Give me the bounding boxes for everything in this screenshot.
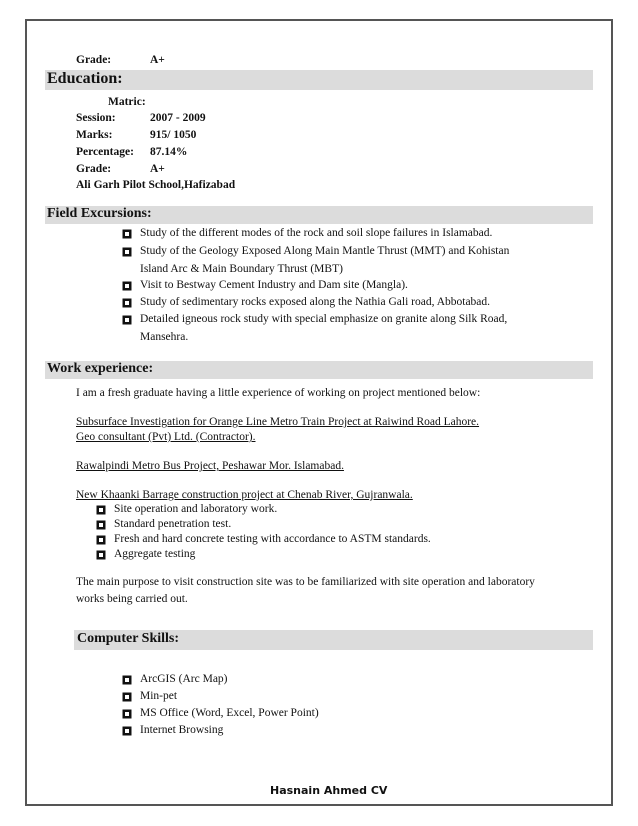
computer-item-1: ArcGIS (Arc Map) xyxy=(140,673,228,685)
bullet-square-icon xyxy=(122,315,132,325)
education-school: Ali Garh Pilot School,Hafizabad xyxy=(76,179,236,191)
bullet-square-icon xyxy=(96,550,106,560)
education-marks-value: 915/ 1050 xyxy=(150,129,197,141)
bullet-square-icon xyxy=(122,675,132,685)
bullet-square-icon xyxy=(122,726,132,736)
work-project-3: New Khaanki Barrage construction project at Chenab River, Gujranwala. xyxy=(76,489,413,501)
bullet-square-icon xyxy=(122,692,132,702)
field-heading: Field Excursions: xyxy=(47,206,152,221)
work-purpose-line-2: works being carried out. xyxy=(76,593,188,605)
bullet-square-icon xyxy=(122,298,132,308)
top-grade-label: Grade: xyxy=(76,54,112,66)
work-project-1-line-1: Subsurface Investigation for Orange Line Metro Train Project at Raiwind Road Lahore. xyxy=(76,416,480,428)
work-task-4: Aggregate testing xyxy=(114,548,196,560)
work-purpose-line-1: The main purpose to visit construction site was to be familiarized with site operation and laboratory xyxy=(76,576,535,588)
bullet-square-icon xyxy=(122,709,132,719)
education-percentage-value: 87.14% xyxy=(150,146,188,158)
bullet-square-icon xyxy=(122,247,132,257)
computer-item-2: Min-pet xyxy=(140,690,178,702)
education-heading-bar xyxy=(45,70,593,90)
footer-title: Hasnain Ahmed CV xyxy=(270,784,388,797)
education-grade-value: A+ xyxy=(150,163,165,175)
education-heading: Education: xyxy=(47,70,123,87)
field-item-5-line-1: Detailed igneous rock study with special emphasize on granite along Silk Road, xyxy=(140,313,508,325)
field-item-5-line-2: Mansehra. xyxy=(140,331,189,343)
bullet-square-icon xyxy=(96,520,106,530)
field-item-2-line-2: Island Arc & Main Boundary Thrust (MBT) xyxy=(140,263,343,275)
work-project-1-line-2: Geo consultant (Pvt) Ltd. (Contractor). xyxy=(76,431,256,443)
education-grade-label: Grade: xyxy=(76,163,112,175)
bullet-square-icon xyxy=(122,229,132,239)
page-border xyxy=(25,19,613,806)
computer-item-3: MS Office (Word, Excel, Power Point) xyxy=(140,707,319,719)
education-level: Matric: xyxy=(108,96,146,108)
bullet-square-icon xyxy=(122,281,132,291)
work-heading: Work experience: xyxy=(47,361,154,376)
work-intro: I am a fresh graduate having a little experience of working on project mentioned below: xyxy=(76,387,481,399)
education-percentage-label: Percentage: xyxy=(76,146,134,158)
top-grade-value: A+ xyxy=(150,54,165,66)
computer-heading: Computer Skills: xyxy=(77,631,180,646)
field-item-3: Visit to Bestway Cement Industry and Dam site (Mangla). xyxy=(140,279,408,291)
bullet-square-icon xyxy=(96,535,106,545)
work-project-2: Rawalpindi Metro Bus Project, Peshawar Mor. Islamabad. xyxy=(76,460,344,472)
education-session-value: 2007 - 2009 xyxy=(150,112,206,124)
bullet-square-icon xyxy=(96,505,106,515)
work-task-2: Standard penetration test. xyxy=(114,518,232,530)
field-item-2-line-1: Study of the Geology Exposed Along Main Mantle Thrust (MMT) and Kohistan xyxy=(140,245,510,257)
field-item-4: Study of sedimentary rocks exposed along the Nathia Gali road, Abbotabad. xyxy=(140,296,491,308)
education-session-label: Session: xyxy=(76,112,116,124)
computer-item-4: Internet Browsing xyxy=(140,724,224,736)
field-item-1: Study of the different modes of the rock and soil slope failures in Islamabad. xyxy=(140,227,493,239)
work-task-3: Fresh and hard concrete testing with accordance to ASTM standards. xyxy=(114,533,431,545)
work-task-1: Site operation and laboratory work. xyxy=(114,503,278,515)
education-marks-label: Marks: xyxy=(76,129,113,141)
